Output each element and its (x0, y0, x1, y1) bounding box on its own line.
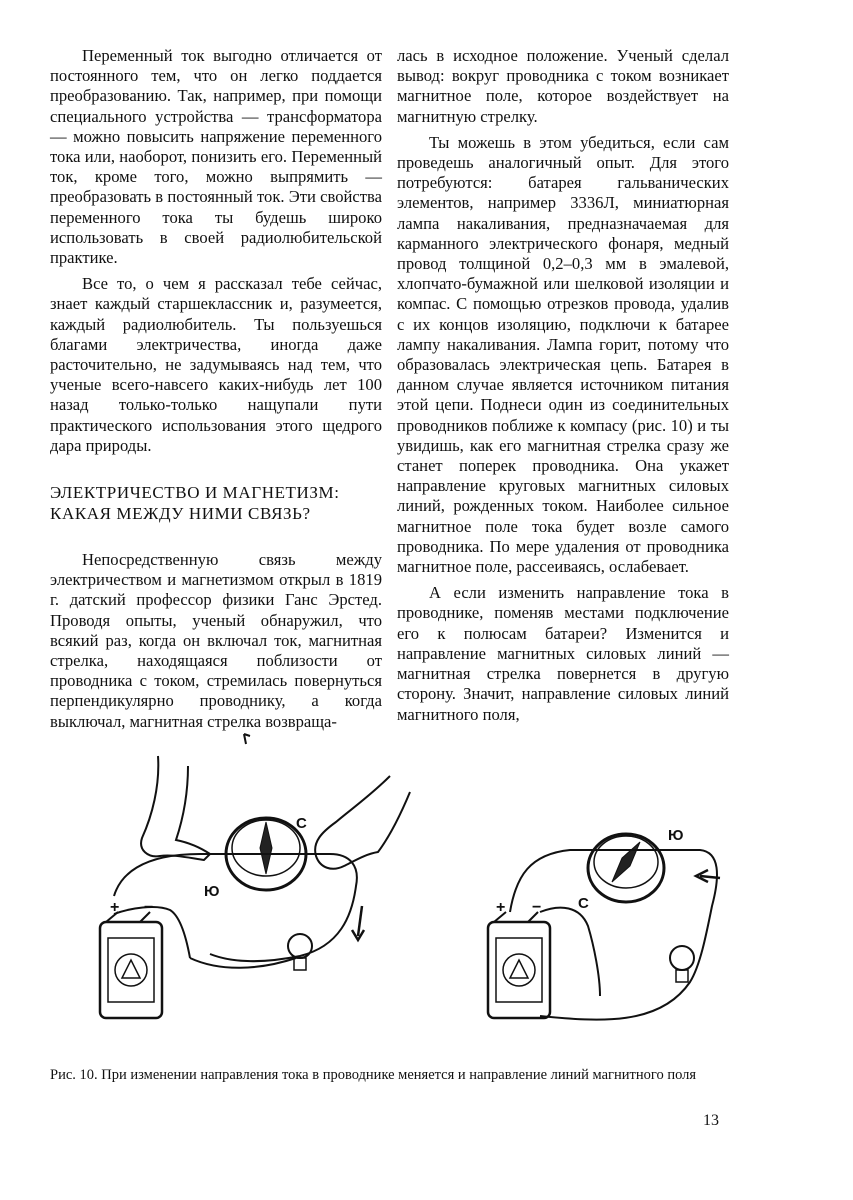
heading-line: КАКАЯ МЕЖДУ НИМИ СВЯЗЬ? (50, 504, 311, 524)
paragraph: Ты можешь в этом убедиться, если сам проведешь аналогичный опыт. Для этого потребуются: батарея гальванических элементов, например 3336Л, миниатюрная лампа накаливания, предназначаемая для карманного электрического фонаря, медный провод толщиной 0,2–0,3 мм в эмалевой, хлопчато-бумажной или шелковой изоляции и компас. С помощью отрезков провода, удалив с их концов изоляцию, подключи к батарее лампу накаливания. Лампа горит, потому что образовалась электрическая цепь. Батарея в данном случае является источником питания этой цепи. Поднеси один из соединительных проводников поближе к компасу (рис. 10) и ты увидишь, как его магнитная стрелка сразу же станет поперек проводника. Она укажет направление круговых магнитных силовых линий, рожденных током. Наиболее сильное магнитное поле тока будет возле самого проводника. По мере удаления от проводника магнитное поле, рассеиваясь, ослабевает. (397, 132, 729, 577)
label-south: Ю (204, 883, 220, 900)
left-experiment (100, 734, 410, 1018)
label-minus: − (532, 899, 542, 916)
oersted-experiment-illustration (60, 726, 780, 1056)
battery (100, 922, 162, 1018)
current-arrow (358, 906, 362, 936)
label-minus: − (144, 899, 154, 916)
heading-line: ЭЛЕКТРИЧЕСТВО И МАГНЕТИЗМ: (50, 483, 340, 503)
left-hand (141, 756, 210, 860)
label-plus: + (110, 899, 120, 916)
page-number: 13 (703, 1112, 719, 1129)
bulb-base (676, 970, 688, 982)
compass-needle (260, 822, 272, 874)
label-plus: + (496, 899, 506, 916)
paragraph: Все то, о чем я рассказал тебе сейчас, знает каждый старшеклассник и, разумеется, каждый радиолюбитель. Ты пользуешься благами электричества, иногда даже расточительно, не задумываясь над тем, что ученые всего-навсего каких-нибудь лет 100 назад только-только нащупали пути практического использования этого щедрого дара природы. (50, 274, 382, 455)
bulb-base (294, 958, 306, 970)
section-heading (50, 482, 382, 524)
light-bulb (288, 934, 312, 958)
right-column (397, 46, 729, 725)
compass-needle (612, 842, 640, 882)
left-column (50, 46, 382, 732)
figure-caption: Рис. 10. При изменении направления тока в проводнике меняется и направление линий магнитного поля (50, 1067, 697, 1083)
paragraph: лась в исходное положение. Ученый сделал вывод: вокруг проводника с током возникает магнитное поле, которое воздействует на магнитную стрелку. (397, 46, 729, 126)
battery (488, 922, 550, 1018)
label-south: Ю (668, 827, 684, 844)
paragraph: А если изменить направление тока в проводнике, поменяв местами подключение его к полюсам батареи? Изменится и направление магнитных силовых линий — магнитная стрелка повернется в другую сторону. Значит, направление силовых линий магнитного поля, (397, 583, 729, 724)
right-experiment (488, 834, 720, 1020)
paragraph: Непосредственную связь между электричеством и магнетизмом открыл в 1819 г. датский профессор физики Ганс Эрстед. Проводя опыты, ученый обнаружил, что всякий раз, когда он включал ток, магнитная стрелка, находящаяся поблизости от проводника с током, стремилась повернуться перпендикулярно проводнику, а когда выключал, магнитная стрелка возвраща- (50, 550, 382, 731)
paragraph: Переменный ток выгодно отличается от постоянного тем, что он легко поддается преобразованию. Так, например, при помощи специального устройства — трансформатора — можно повысить напряжение переменного тока или, наоборот, понизить его. Переменный ток, кроме того, можно выпрямить — преобразовать в постоянный ток. Эти свойства переменного тока ты будешь широко использовать в своей радиолюбительской практике. (50, 46, 382, 268)
wire (510, 850, 717, 1020)
label-north: С (578, 895, 589, 912)
figure-10 (60, 726, 780, 1056)
label-north: С (296, 815, 307, 832)
light-bulb (670, 946, 694, 970)
